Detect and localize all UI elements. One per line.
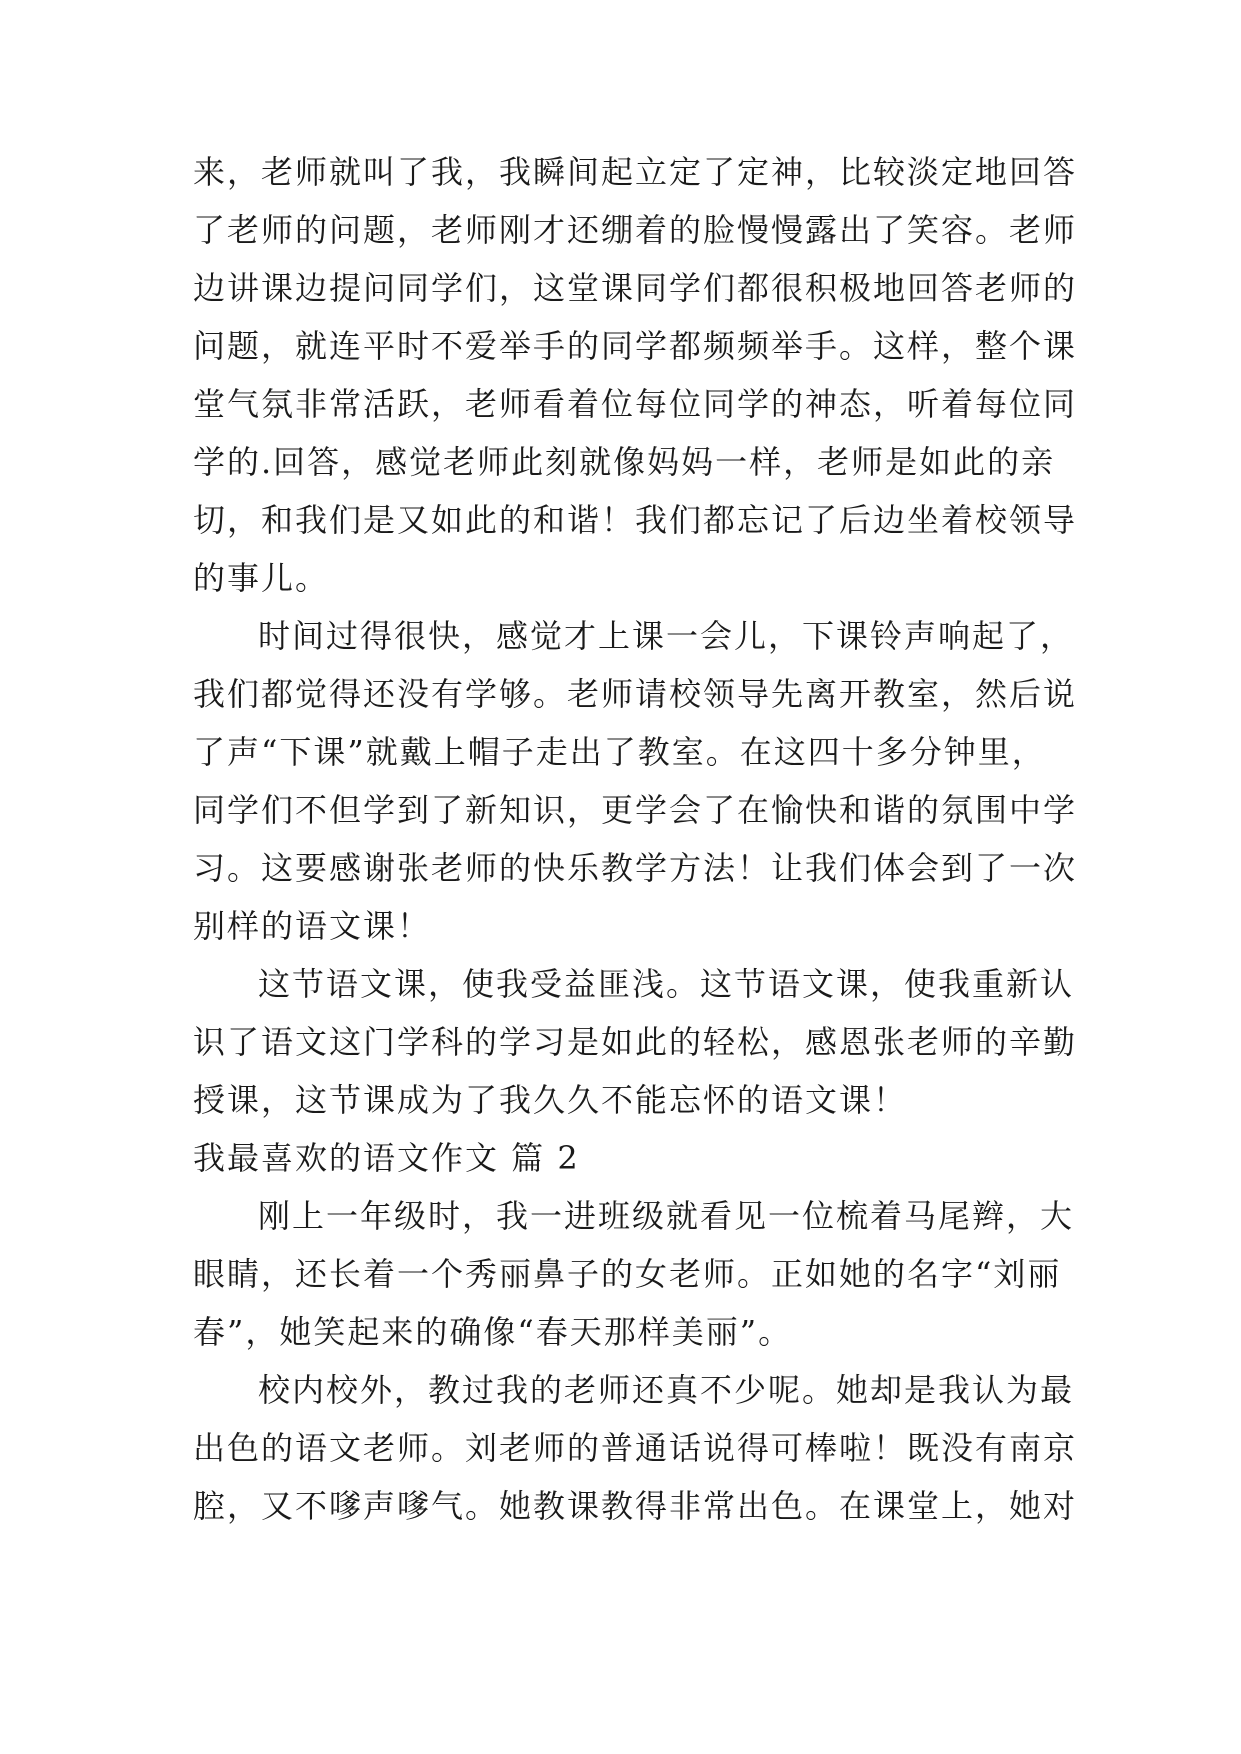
- text-line: 授课，这节课成为了我久久不能忘怀的语文课！: [193, 1081, 908, 1119]
- text-line: 问题，就连平时不爱举手的同学都频频举手。这样，整个课: [193, 327, 1078, 365]
- text-line: 了声“下课”就戴上帽子走出了教室。在这四十多分钟里，: [193, 733, 1046, 771]
- text-line: 腔，又不嗲声嗲气。她教课教得非常出色。在课堂上，她对: [193, 1487, 1078, 1525]
- text-line: 习。这要感谢张老师的快乐教学方法！让我们体会到了一次: [193, 849, 1078, 887]
- text-line: 边讲课边提问同学们，这堂课同学们都很积极地回答老师的: [193, 269, 1078, 307]
- paragraph-first-line: 校内校外，教过我的老师还真不少呢。她却是我认为最: [258, 1371, 1075, 1409]
- text-line: 别样的语文课！: [193, 907, 432, 945]
- paragraph-first-line: 时间过得很快，感觉才上课一会儿，下课铃声响起了，: [258, 617, 1075, 655]
- text-line: 了老师的问题，老师刚才还绷着的脸慢慢露出了笑容。老师: [193, 211, 1078, 249]
- text-line: 出色的语文老师。刘老师的普通话说得可棒啦！既没有南京: [193, 1429, 1078, 1467]
- text-line: 我们都觉得还没有学够。老师请校领导先离开教室，然后说: [193, 675, 1078, 713]
- text-line: 堂气氛非常活跃，老师看着位每位同学的神态，听着每位同: [193, 385, 1078, 423]
- section-heading: 我最喜欢的语文作文 篇 2: [193, 1139, 580, 1177]
- text-line: 眼睛，还长着一个秀丽鼻子的女老师。正如她的名字“刘丽: [193, 1255, 1062, 1293]
- text-line: 的事儿。: [193, 559, 330, 597]
- text-line: 识了语文这门学科的学习是如此的轻松，感恩张老师的辛勤: [193, 1023, 1078, 1061]
- text-line: 切，和我们是又如此的和谐！我们都忘记了后边坐着校领导: [193, 501, 1078, 539]
- text-line: 学的.回答，感觉老师此刻就像妈妈一样，老师是如此的亲: [193, 443, 1056, 481]
- paragraph-first-line: 刚上一年级时，我一进班级就看见一位梳着马尾辫，大: [258, 1197, 1075, 1235]
- text-line: 春”，她笑起来的确像“春天那样美丽”。: [193, 1313, 793, 1351]
- text-line: 来，老师就叫了我，我瞬间起立定了定神，比较淡定地回答: [193, 153, 1078, 191]
- paragraph-first-line: 这节语文课，使我受益匪浅。这节语文课，使我重新认: [258, 965, 1075, 1003]
- text-line: 同学们不但学到了新知识，更学会了在愉快和谐的氛围中学: [193, 791, 1078, 829]
